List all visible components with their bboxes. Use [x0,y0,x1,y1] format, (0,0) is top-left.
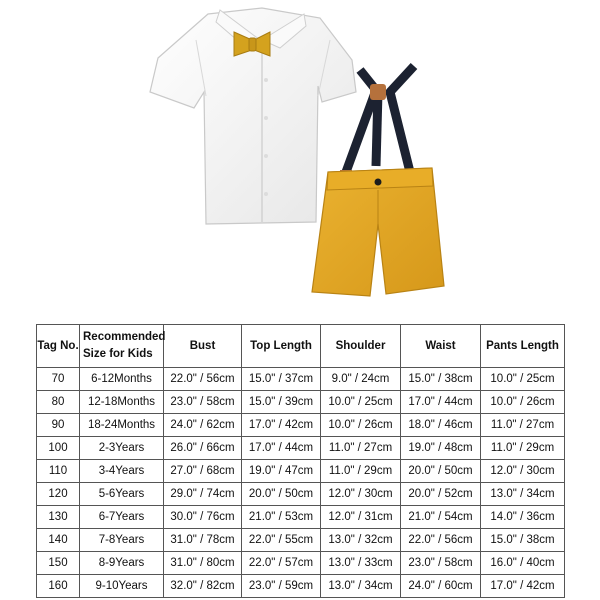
cell-tag-no: 90 [37,414,80,437]
table-row [37,529,565,552]
cell-recommended-size: 5-6Years [80,483,164,506]
cell-shoulder: 9.0" / 24cm [321,368,401,391]
table-row [37,368,565,391]
table-header-row [37,325,565,368]
cell-recommended-size: 12-18Months [80,391,164,414]
header-pants-length: Pants Length [481,325,565,368]
cell-shoulder: 13.0" / 32cm [321,529,401,552]
table-row [37,460,565,483]
cell-tag-no: 100 [37,437,80,460]
cell-top-length: 22.0" / 55cm [242,529,321,552]
cell-top-length: 19.0" / 47cm [242,460,321,483]
header-top-length: Top Length [242,325,321,368]
table-row [37,391,565,414]
cell-bust: 31.0" / 78cm [164,529,242,552]
header-shoulder: Shoulder [321,325,401,368]
cell-waist: 17.0" / 44cm [401,391,481,414]
cell-shoulder: 12.0" / 30cm [321,483,401,506]
table-body [37,368,565,598]
cell-pants-length: 15.0" / 38cm [481,529,565,552]
cell-recommended-size: 7-8Years [80,529,164,552]
cell-pants-length: 10.0" / 25cm [481,368,565,391]
cell-bust: 22.0" / 56cm [164,368,242,391]
table-row [37,414,565,437]
cell-top-length: 17.0" / 44cm [242,437,321,460]
cell-pants-length: 11.0" / 27cm [481,414,565,437]
table-row [37,437,565,460]
cell-waist: 24.0" / 60cm [401,575,481,598]
cell-waist: 22.0" / 56cm [401,529,481,552]
cell-bust: 29.0" / 74cm [164,483,242,506]
cell-bust: 27.0" / 68cm [164,460,242,483]
cell-shoulder: 13.0" / 34cm [321,575,401,598]
cell-pants-length: 10.0" / 26cm [481,391,565,414]
cell-bust: 32.0" / 82cm [164,575,242,598]
cell-tag-no: 130 [37,506,80,529]
cell-top-length: 15.0" / 37cm [242,368,321,391]
cell-tag-no: 140 [37,529,80,552]
cell-tag-no: 110 [37,460,80,483]
size-chart-table [36,324,565,598]
cell-shoulder: 12.0" / 31cm [321,506,401,529]
cell-top-length: 15.0" / 39cm [242,391,321,414]
cell-top-length: 20.0" / 50cm [242,483,321,506]
cell-bust: 31.0" / 80cm [164,552,242,575]
cell-shoulder: 13.0" / 33cm [321,552,401,575]
cell-waist: 20.0" / 52cm [401,483,481,506]
cell-tag-no: 120 [37,483,80,506]
cell-top-length: 23.0" / 59cm [242,575,321,598]
cell-waist: 21.0" / 54cm [401,506,481,529]
cell-recommended-size: 9-10Years [80,575,164,598]
header-waist: Waist [401,325,481,368]
header-recommended-size: Recommended Size for Kids [80,325,164,368]
cell-pants-length: 11.0" / 29cm [481,437,565,460]
cell-pants-length: 17.0" / 42cm [481,575,565,598]
cell-tag-no: 150 [37,552,80,575]
cell-bust: 23.0" / 58cm [164,391,242,414]
cell-bust: 24.0" / 62cm [164,414,242,437]
cell-recommended-size: 3-4Years [80,460,164,483]
table-row [37,575,565,598]
cell-pants-length: 14.0" / 36cm [481,506,565,529]
cell-waist: 15.0" / 38cm [401,368,481,391]
cell-recommended-size: 8-9Years [80,552,164,575]
cell-recommended-size: 6-12Months [80,368,164,391]
cell-recommended-size: 18-24Months [80,414,164,437]
cell-shoulder: 11.0" / 27cm [321,437,401,460]
cell-recommended-size: 2-3Years [80,437,164,460]
table-row [37,506,565,529]
cell-top-length: 21.0" / 53cm [242,506,321,529]
header-tag-no: Tag No. [37,325,80,368]
header-bust: Bust [164,325,242,368]
cell-waist: 20.0" / 50cm [401,460,481,483]
cell-shoulder: 11.0" / 29cm [321,460,401,483]
cell-bust: 30.0" / 76cm [164,506,242,529]
cell-shoulder: 10.0" / 26cm [321,414,401,437]
cell-shoulder: 10.0" / 25cm [321,391,401,414]
table-row [37,483,565,506]
cell-bust: 26.0" / 66cm [164,437,242,460]
cell-waist: 23.0" / 58cm [401,552,481,575]
cell-tag-no: 70 [37,368,80,391]
cell-pants-length: 12.0" / 30cm [481,460,565,483]
cell-top-length: 22.0" / 57cm [242,552,321,575]
cell-top-length: 17.0" / 42cm [242,414,321,437]
cell-recommended-size: 6-7Years [80,506,164,529]
shorts-icon [312,168,444,296]
cell-tag-no: 80 [37,391,80,414]
cell-waist: 18.0" / 46cm [401,414,481,437]
cell-waist: 19.0" / 48cm [401,437,481,460]
cell-pants-length: 16.0" / 40cm [481,552,565,575]
table-row [37,552,565,575]
cell-tag-no: 160 [37,575,80,598]
cell-pants-length: 13.0" / 34cm [481,483,565,506]
